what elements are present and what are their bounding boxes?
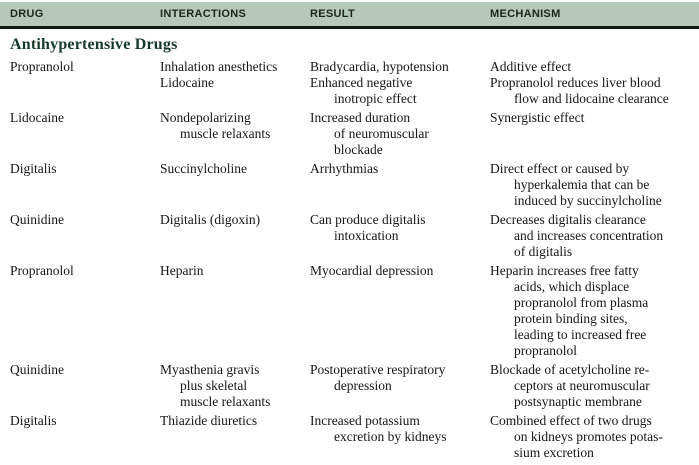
result-line: depression	[334, 378, 392, 393]
mechanism-cell	[490, 362, 699, 410]
header-rule	[0, 26, 699, 29]
mechanism-line: Direct effect or caused by	[490, 161, 630, 176]
result-line: excretion by kidneys	[334, 429, 447, 444]
interactions-line: Digitalis (digoxin)	[160, 212, 261, 227]
interactions-line: Thiazide diuretics	[160, 413, 258, 428]
drug-cell	[0, 110, 160, 158]
result-line: intoxication	[334, 228, 399, 243]
result-line: Myocardial depression	[310, 263, 434, 278]
mechanism-line: Combined effect of two drugs	[490, 413, 652, 428]
column-header-mechanism: MECHANISM	[490, 8, 561, 20]
drug-line: Digitalis	[10, 161, 57, 176]
table-header-row	[0, 2, 699, 26]
drug-cell	[0, 161, 160, 209]
mechanism-line: protein binding sites,	[514, 311, 628, 326]
column-header-result: RESULT	[310, 8, 355, 20]
mechanism-line: Decreases digitalis clearance	[490, 212, 646, 227]
mechanism-cell	[490, 263, 699, 359]
table-row	[0, 110, 699, 158]
section-title: Antihypertensive Drugs	[10, 36, 178, 53]
drug-line: Quinidine	[10, 362, 64, 377]
interactions-line: Succinylcholine	[160, 161, 247, 176]
drug-line: Propranolol	[10, 263, 74, 278]
mechanism-line: acids, which displace	[514, 279, 630, 294]
result-cell	[310, 413, 490, 461]
mechanism-cell	[490, 110, 699, 158]
interactions-line: muscle relaxants	[180, 126, 271, 141]
interactions-line: muscle relaxants	[180, 394, 271, 409]
interactions-line: Lidocaine	[160, 75, 214, 90]
mechanism-line: hyperkalemia that can be	[514, 177, 650, 192]
result-line: Enhanced negative	[310, 75, 413, 90]
interactions-line: Inhalation anesthetics	[160, 59, 278, 74]
result-line: blockade	[334, 142, 383, 157]
table-row	[0, 161, 699, 209]
drug-line: Digitalis	[10, 413, 57, 428]
mechanism-line: Synergistic effect	[490, 110, 585, 125]
interactions-cell	[160, 59, 310, 107]
result-cell	[310, 59, 490, 107]
drug-cell	[0, 263, 160, 359]
result-line: Increased duration	[310, 110, 411, 125]
drug-cell	[0, 362, 160, 410]
drug-line: Propranolol	[10, 59, 74, 74]
interactions-line: Heparin	[160, 263, 204, 278]
mechanism-line: Additive effect	[490, 59, 572, 74]
result-cell	[310, 110, 490, 158]
interactions-cell	[160, 413, 310, 461]
mechanism-line: flow and lidocaine clearance	[514, 91, 669, 106]
mechanism-line: postsynaptic membrane	[514, 394, 642, 409]
interactions-cell	[160, 161, 310, 209]
interactions-line: Nondepolarizing	[160, 110, 251, 125]
interactions-cell	[160, 263, 310, 359]
result-line: Postoperative respiratory	[310, 362, 446, 377]
table-body	[0, 59, 699, 461]
mechanism-line: propranolol from plasma	[514, 295, 649, 310]
result-line: inotropic effect	[334, 91, 417, 106]
table-row	[0, 59, 699, 107]
interactions-line: Myasthenia gravis	[160, 362, 260, 377]
result-line: of neuromuscular	[334, 126, 429, 141]
mechanism-line: Heparin increases free fatty	[490, 263, 639, 278]
drug-line: Quinidine	[10, 212, 64, 227]
mechanism-line: on kidneys promotes potas-	[514, 429, 663, 444]
mechanism-line: sium excretion	[514, 445, 594, 460]
mechanism-line: of digitalis	[514, 244, 573, 259]
mechanism-cell	[490, 59, 699, 107]
mechanism-cell	[490, 161, 699, 209]
result-cell	[310, 263, 490, 359]
interactions-line: plus skeletal	[180, 378, 248, 393]
table-row	[0, 413, 699, 461]
result-cell	[310, 212, 490, 260]
result-cell	[310, 362, 490, 410]
mechanism-line: propranolol	[514, 343, 577, 358]
mechanism-line: ceptors at neuromuscular	[514, 378, 650, 393]
mechanism-cell	[490, 413, 699, 461]
column-header-interactions: INTERACTIONS	[160, 8, 247, 20]
result-cell	[310, 161, 490, 209]
column-header-drug: DRUG	[10, 8, 44, 20]
mechanism-line: leading to increased free	[514, 327, 647, 342]
result-line: Can produce digitalis	[310, 212, 426, 227]
drug-cell	[0, 59, 160, 107]
drug-cell	[0, 413, 160, 461]
mechanism-line: and increases concentration	[514, 228, 664, 243]
mechanism-line: Propranolol reduces liver blood	[490, 75, 661, 90]
mechanism-line: induced by succinylcholine	[514, 193, 662, 208]
mechanism-line: Blockade of acetylcholine re-	[490, 362, 650, 377]
interactions-cell	[160, 212, 310, 260]
drug-cell	[0, 212, 160, 260]
mechanism-cell	[490, 212, 699, 260]
table-row	[0, 362, 699, 410]
result-line: Increased potassium	[310, 413, 420, 428]
table-row	[0, 263, 699, 359]
interactions-cell	[160, 110, 310, 158]
result-line: Arrhythmias	[310, 161, 379, 176]
result-line: Bradycardia, hypotension	[310, 59, 449, 74]
table-row	[0, 212, 699, 260]
drug-line: Lidocaine	[10, 110, 64, 125]
interactions-cell	[160, 362, 310, 410]
